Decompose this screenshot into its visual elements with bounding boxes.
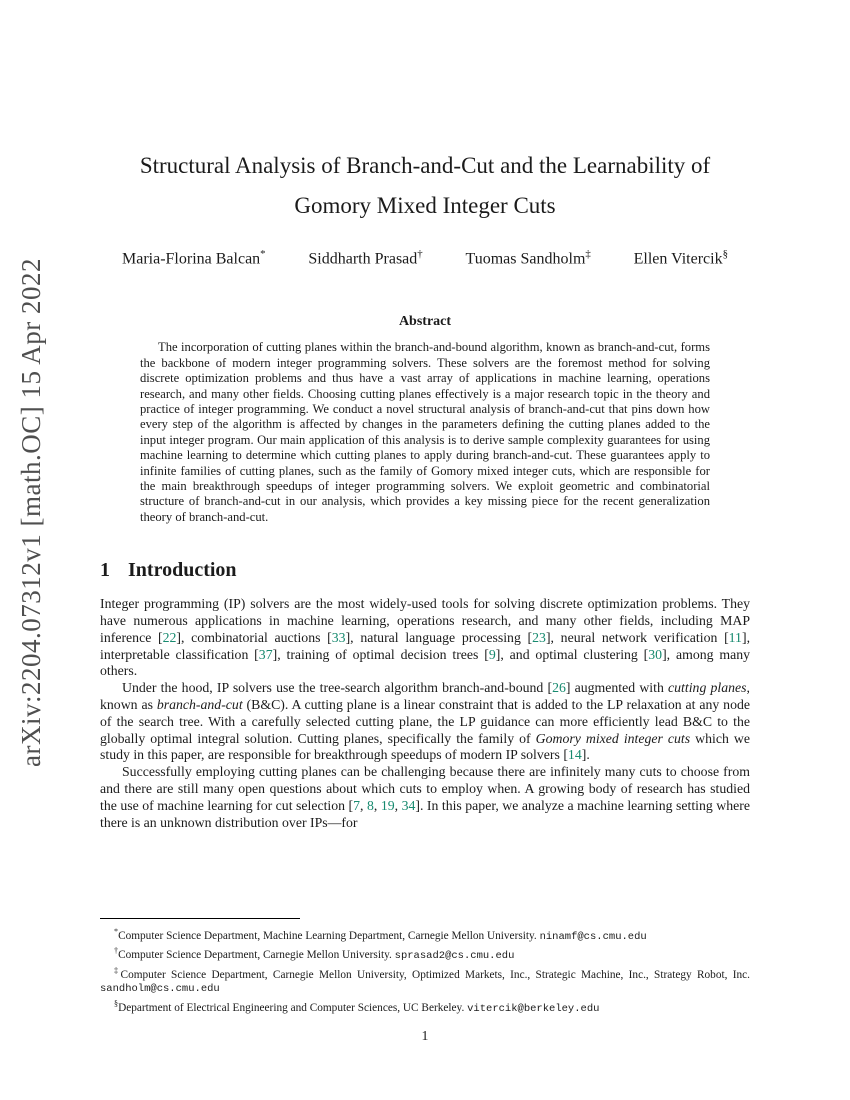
footnotes (100, 918, 750, 1016)
text-segment: (B&C). A cutting plane is a linear constraint that is added to the LP relaxation at any node of the search tree. With a carefully selected cutting plane, the LP guidance can more efficiently lead B&C to the globally optimal integral solution. Cutting planes, specifically the family of (100, 697, 750, 746)
text-segment: * (114, 927, 119, 936)
text-segment: Integer programming (IP) solvers are the most widely-used tools for solving discrete optimization problems. They have numerous applications in machine learning, operations research, and many other fields, including MAP inference [ (100, 596, 750, 645)
author (308, 248, 422, 268)
author-name: Siddharth Prasad (308, 250, 418, 268)
footnote (100, 997, 750, 1016)
citation-link[interactable]: 34 (401, 797, 416, 813)
text-segment: Computer Science Department, Carnegie Mellon University. (118, 949, 395, 962)
text-segment: ]. In this paper, we analyze a machine learning setting where there is an unknown distribution over IPs—for (100, 797, 750, 830)
text-segment: ], natural language processing [ (345, 629, 533, 645)
text-segment: cutting planes (668, 680, 747, 696)
author (122, 248, 266, 268)
text-segment: which we study in this paper, are responsible for breakthrough speedups of modern IP solvers [ (100, 730, 750, 763)
citation-link[interactable]: 9 (488, 646, 496, 662)
text-segment: Successfully employing cutting planes can be challenging because there are infinitely many cuts to choose from and there are still many open questions about which cuts to employ when. A growing body of research has studied the use of machine learning for cut selection [ (100, 764, 750, 813)
text-segment: ], among many others. (100, 646, 751, 679)
footnote-rule (100, 918, 300, 919)
citation-link[interactable]: 14 (567, 747, 582, 763)
text-segment: Gomory mixed integer cuts (535, 730, 691, 746)
footnote (100, 964, 750, 997)
text-segment: Department of Electrical Engineering and Computer Sciences, UC Berkeley. (118, 1001, 468, 1014)
author-name: Maria-Florina Balcan (122, 250, 261, 268)
footnote (100, 944, 750, 963)
text-segment: Computer Science Department, Machine Learning Department, Carnegie Mellon University. (118, 929, 540, 942)
citation-link[interactable]: 8 (366, 797, 374, 813)
text-segment: ], and optimal clustering [ (495, 646, 649, 662)
author (466, 248, 591, 268)
citation-link[interactable]: 22 (162, 629, 177, 645)
abstract-section (100, 314, 750, 525)
section-heading (100, 559, 750, 582)
text-segment: ]. (581, 747, 590, 763)
paragraph (100, 680, 750, 764)
author-list (100, 248, 750, 268)
paragraph (100, 596, 750, 680)
author-affiliation-mark: * (260, 248, 266, 261)
citation-link[interactable]: 30 (648, 646, 663, 662)
author-name: Tuomas Sandholm (465, 250, 586, 268)
abstract-heading: Abstract (398, 314, 452, 330)
citation-link[interactable]: 19 (380, 797, 395, 813)
section-title: Introduction (128, 559, 237, 582)
text-segment: § (114, 998, 119, 1008)
section-number: 1 (100, 559, 110, 582)
citation-link[interactable]: 23 (532, 629, 546, 645)
author-affiliation-mark: † (417, 248, 423, 261)
text-segment: , (373, 797, 381, 813)
text-segment: sandholm@cs.cmu.edu (100, 983, 220, 996)
text-segment: branch-and-cut (156, 697, 243, 713)
paragraph (100, 764, 750, 831)
text-segment: vitercik@berkeley.edu (467, 1002, 600, 1015)
abstract-text: The incorporation of cutting planes within the branch-and-bound algorithm, known as branch-and-cut, forms the backbone of modern integer programming solvers. These solvers are the foremost method for solving discrete optimization problems and thus have a vast array of applications in machine learning, operations research, and many other fields. Choosing cutting planes effectively is a major research topic in the theory and practice of integer programming. We conduct a novel structural analysis of branch-and-cut that pins down how every step of the algorithm is affected by changes in the parameters defining the cutting planes added to the input integer program. Our main application of this analysis is to derive sample complexity guarantees for using machine learning to determine which cutting planes to apply during branch-and-cut. These guarantees apply to infinite families of cutting planes, such as the family of Gomory mixed integer cuts, which are responsible for the main breakthrough speedups of integer programming solvers. We exploit geometric and combinatorial structure of branch-and-cut in our analysis, which provides a key missing piece for the recent generalization theory of branch-and-cut. (140, 340, 710, 524)
author-affiliation-mark: § (722, 248, 728, 261)
text-segment: , (360, 797, 367, 813)
text-segment: † (114, 946, 119, 956)
citation-link[interactable]: 26 (552, 680, 566, 696)
author-name: Ellen Vitercik (633, 250, 723, 268)
text-segment: ‡ (114, 965, 121, 975)
paper-title: Structural Analysis of Branch-and-Cut and the Learnability of Gomory Mixed Integer Cuts (139, 153, 711, 219)
citation-link[interactable]: 37 (258, 646, 273, 662)
text-segment: ], combinatorial auctions [ (176, 629, 332, 645)
citation-link[interactable]: 33 (331, 629, 346, 645)
text-segment: Under the hood, IP solvers use the tree-search algorithm branch-and-bound [ (122, 680, 553, 696)
text-segment: Computer Science Department, Carnegie Mellon University, Optimized Markets, Inc., Strategic Machine, Inc., Strategy Robot, Inc. (120, 968, 750, 981)
text-segment: , (394, 797, 402, 813)
text-segment: ], training of optimal decision trees [ (272, 646, 489, 662)
text-segment: , known as (100, 680, 750, 713)
author (634, 248, 728, 268)
text-segment: sprasad2@cs.cmu.edu (394, 950, 515, 963)
citation-link[interactable]: 7 (353, 797, 361, 813)
arxiv-stamp: arXiv:2204.07312v1 [math.OC] 15 Apr 2022 (16, 258, 46, 767)
text-segment: ] augmented with (565, 680, 669, 696)
citation-link[interactable]: 11 (728, 629, 742, 645)
footnote (100, 925, 750, 944)
text-segment: ], interpretable classification [ (100, 629, 751, 662)
text-segment: ninamf@cs.cmu.edu (539, 930, 647, 943)
text-segment: ], neural network verification [ (545, 629, 729, 645)
author-affiliation-mark: ‡ (585, 248, 591, 261)
page-number: 1 (421, 1028, 429, 1043)
